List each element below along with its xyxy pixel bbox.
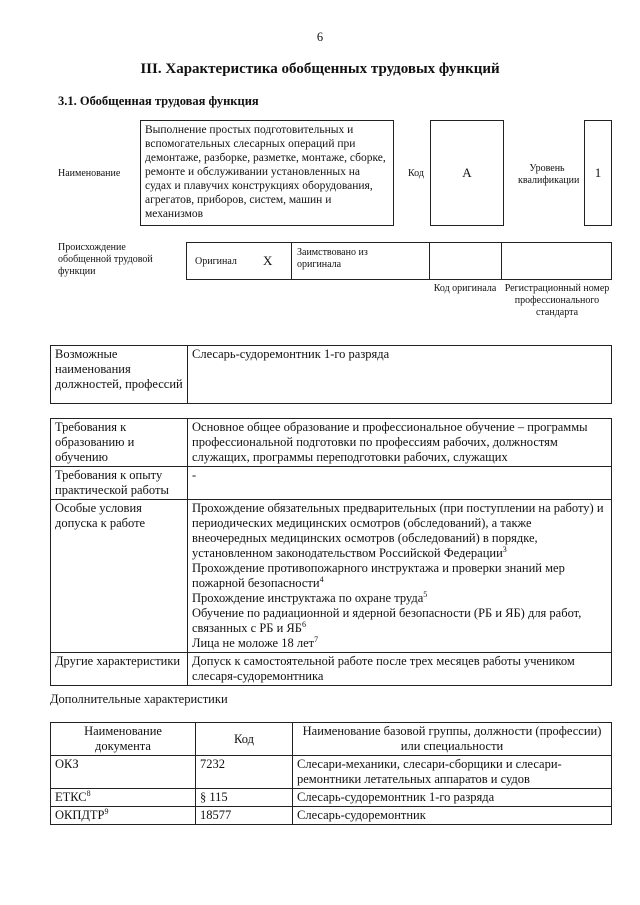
name-value: Выполнение простых подготовительных и вспомогательных слесарных операций при демонтаже, разборке, разметке, монтаже, сборке, ремонте и обслуживании установленных на судах и плавучих конструкциях оборудования, агрегатов, приборов, систем, машин и механизмов xyxy=(140,120,394,226)
level-value: 1 xyxy=(584,120,612,226)
original-mark: X xyxy=(263,253,273,268)
additional-table xyxy=(50,722,612,825)
section-title: III. Характеристика обобщенных трудовых функций xyxy=(140,61,500,77)
row-doc: ОКПДТР$^9$ xyxy=(51,807,196,825)
requirements-table xyxy=(50,418,612,686)
row-name: Слесарь-судоремонтник xyxy=(293,807,612,825)
table-row xyxy=(51,807,612,825)
row-doc: ЕТКС$^8$ xyxy=(51,789,196,807)
subsection-title: 3.1. Обобщенная трудовая функция xyxy=(58,94,259,108)
special-line-2: Прохождение противопожарного инструктажа и проверки знаний мер пожарной безопасности$^4$ xyxy=(192,561,565,590)
special-line-5: Лица не моложе 18 лет$^7$ xyxy=(192,634,319,650)
row-name: Слесарь-судоремонтник 1-го разряда xyxy=(293,789,612,807)
positions-table xyxy=(50,345,612,404)
table-row xyxy=(51,756,612,789)
positions-label: Возможные наименования должностей, профессий xyxy=(51,346,188,404)
code-original-label: Код оригинала xyxy=(433,283,497,294)
row-doc: ОКЗ xyxy=(51,756,196,789)
special-line-1: Прохождение обязательных предварительных (при поступлении на работу) и периодических медицинских осмотров (обследований), а также внеочередных медицинских осмотров (обследований) в порядке, установленном законодательством Российской Федерации$^3$ xyxy=(192,501,604,560)
education-value: Основное общее образование и профессиональное обучение – программы профессиональной подготовки по профессиям рабочих, должностям служащих, программы переподготовки рабочих, служащих xyxy=(188,419,612,467)
experience-label: Требования к опыту практической работы xyxy=(51,467,188,500)
experience-value: - xyxy=(188,467,612,500)
name-label: Наименование xyxy=(58,168,121,179)
special-line-4: Обучение по радиационной и ядерной безопасности (РБ и ЯБ) для работ, связанных с РБ и $ЯБ^6$ xyxy=(192,606,582,635)
row-code: 7232 xyxy=(196,756,293,789)
education-label: Требования к образованию и обучению xyxy=(51,419,188,467)
code-value: А xyxy=(430,120,504,226)
origin-table xyxy=(186,242,612,280)
header-name: Наименование базовой группы, должности (профессии) или специальности xyxy=(293,723,612,756)
page-number: 6 xyxy=(316,30,324,44)
positions-value: Слесарь-судоремонтник 1-го разряда xyxy=(188,346,612,404)
borrowed-label: Заимствовано из оригинала xyxy=(297,247,368,270)
other-value: Допуск к самостоятельной работе после трех месяцев работы учеником слесаря-судоремонтника xyxy=(188,653,612,686)
row-code: § 115 xyxy=(196,789,293,807)
level-label: Уровень квалификации xyxy=(518,163,580,186)
header-code: Код xyxy=(196,723,293,756)
special-value xyxy=(188,500,612,653)
original-label: Оригинал xyxy=(195,256,237,267)
other-label: Другие характеристики xyxy=(51,653,188,686)
header-document: Наименование документа xyxy=(51,723,196,756)
reg-number-label: Регистрационный номер профессионального стандарта xyxy=(504,283,610,318)
additional-title: Дополнительные характеристики xyxy=(50,692,228,706)
row-name: Слесари-механики, слесари-сборщики и слесари-ремонтники летательных аппаратов и судов xyxy=(293,756,612,789)
code-label: Код xyxy=(408,168,424,179)
table-row xyxy=(51,789,612,807)
row-code: 18577 xyxy=(196,807,293,825)
origin-label: Происхождение обобщенной трудовой функции xyxy=(58,242,153,277)
special-line-3: Прохождение инструктажа по охране труда$^5$ xyxy=(192,589,428,605)
special-label: Особые условия допуска к работе xyxy=(51,500,188,653)
